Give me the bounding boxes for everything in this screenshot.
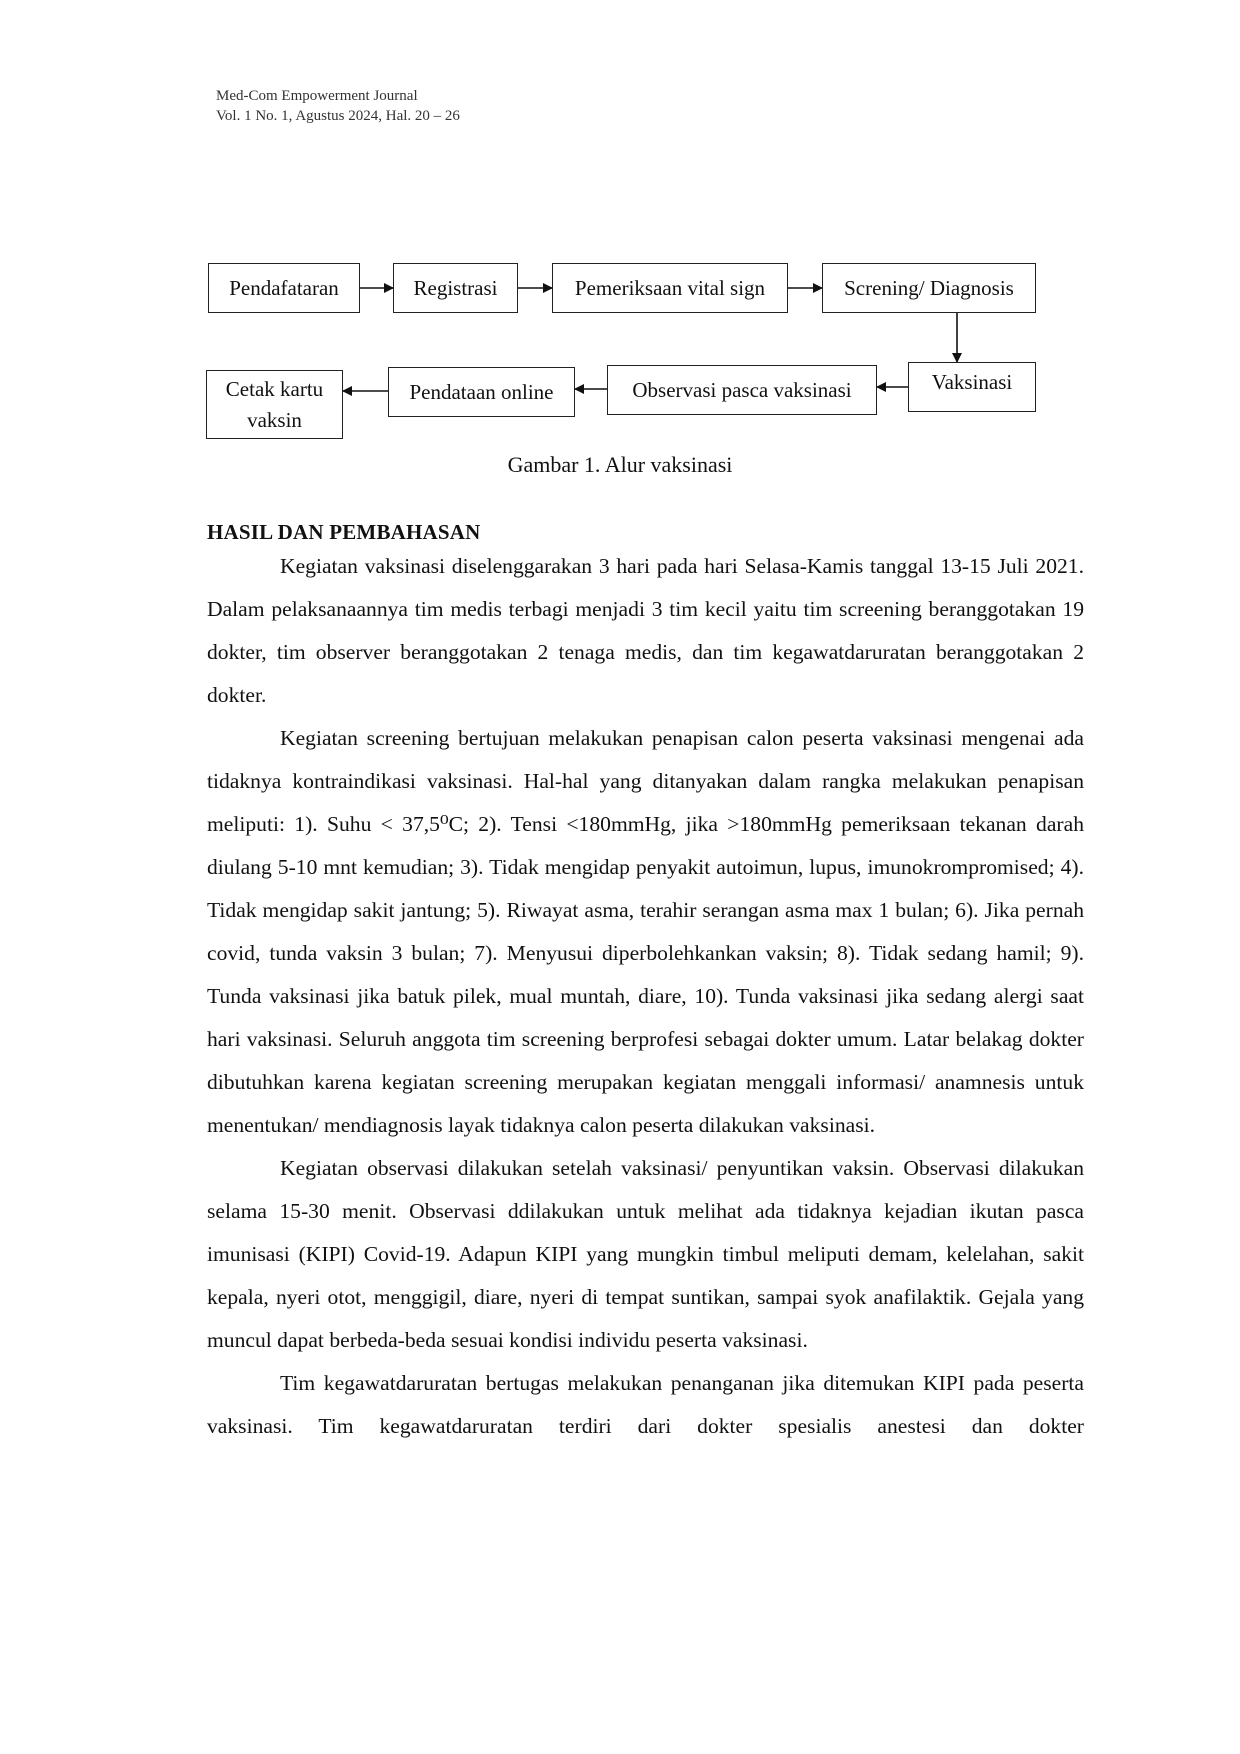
flow-step-observasi: Observasi pasca vaksinasi: [607, 365, 877, 415]
journal-issue: Vol. 1 No. 1, Agustus 2024, Hal. 20 – 26: [216, 108, 460, 124]
paragraph-1: Kegiatan vaksinasi diselenggarakan 3 hari pada hari Selasa-Kamis tanggal 13-15 Juli 2021. Dalam pelaksanaannya tim medis terbagi menjadi 3 tim kecil yaitu tim screening beranggotakan 19 dokter, tim observer beranggotakan 2 tenaga medis, dan tim kegawatdaruratan beranggotakan 2 dokter.: [207, 554, 1084, 707]
flow-step-registrasi: Registrasi: [393, 263, 518, 313]
flow-step-pendaftaran: Pendafataran: [208, 263, 360, 313]
flow-step-pendataan: Pendataan online: [388, 367, 575, 417]
paragraph-2: Kegiatan screening bertujuan melakukan penapisan calon peserta vaksinasi mengenai ada tidaknya kontraindikasi vaksinasi. Hal-hal yang ditanyakan dalam rangka melakukan penapisan meliputi: 1). Suhu < 37,5⁰C; 2). Tensi <180mmHg, jika >180mmHg pemeriksaan tekanan darah diulang 5-10 mnt kemudian; 3). Tidak mengidap penyakit autoimun, lupus, imunokrompromised; 4). Tidak mengidap sakit jantung; 5). Riwayat asma, terahir serangan asma max 1 bulan; 6). Jika pernah covid, tunda vaksin 3 bulan; 7). Menyusui diperbolehkankan vaksin; 8). Tidak sedang hamil; 9). Tunda vaksinasi jika batuk pilek, mual muntah, diare, 10). Tunda vaksinasi jika sedang alergi saat hari vaksinasi. Seluruh anggota tim screening berprofesi sebagai dokter umum. Latar belakag dokter dibutuhkan karena kegiatan screening merupakan kegiatan menggali informasi/ anamnesis untuk menentukan/ mendiagnosis layak tidaknya calon peserta dilakukan vaksinasi.: [207, 726, 1084, 1137]
flow-arrows: [0, 0, 1240, 460]
flow-step-vaksinasi: Vaksinasi: [908, 362, 1036, 412]
section-title: HASIL DAN PEMBAHASAN: [207, 520, 481, 544]
section-body: [207, 545, 1084, 1448]
journal-name: Med-Com Empowerment Journal: [216, 88, 418, 104]
paragraph-3: Kegiatan observasi dilakukan setelah vaksinasi/ penyuntikan vaksin. Observasi dilakukan selama 15-30 menit. Observasi ddilakukan untuk melihat ada tidaknya kejadian ikutan pasca imunisasi (KIPI) Covid-19. Adapun KIPI yang mungkin timbul meliputi demam, kelelahan, sakit kepala, nyeri otot, menggigil, diare, nyeri di tempat suntikan, sampai syok anafilaktik. Gejala yang muncul dapat berbeda-beda sesuai kondisi individu peserta vaksinasi.: [207, 1156, 1084, 1352]
figure-caption: Gambar 1. Alur vaksinasi: [507, 452, 733, 477]
flow-step-screening: Screning/ Diagnosis: [822, 263, 1036, 313]
flow-step-cetak-kartu: Cetak kartu vaksin: [206, 370, 343, 439]
flow-step-vital-sign: Pemeriksaan vital sign: [552, 263, 788, 313]
paragraph-4: Tim kegawatdaruratan bertugas melakukan penanganan jika ditemukan KIPI pada peserta vaksinasi. Tim kegawatdaruratan terdiri dari dokter spesialis anestesi dan dokter: [207, 1371, 1084, 1438]
